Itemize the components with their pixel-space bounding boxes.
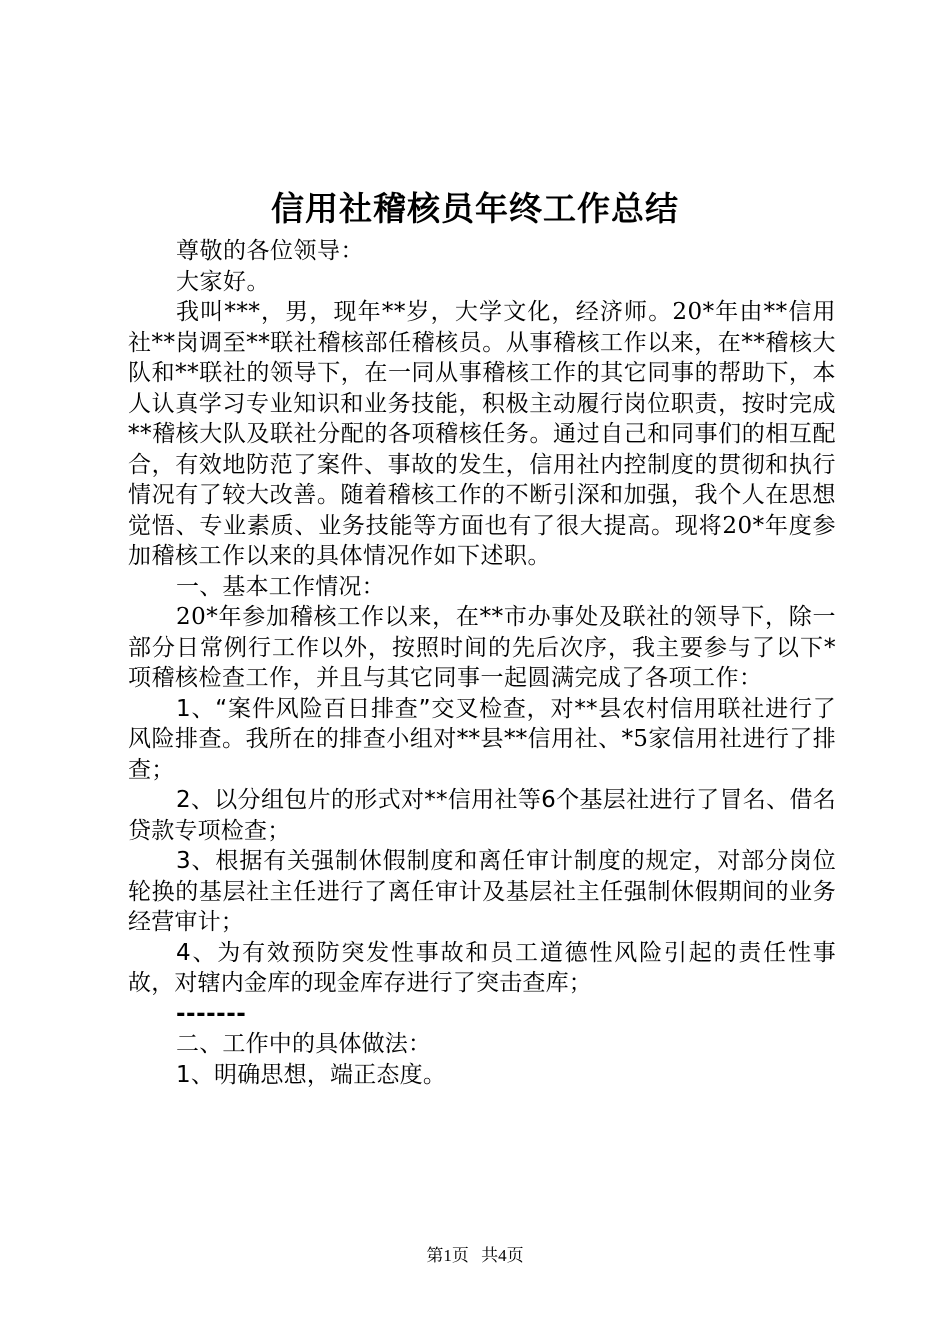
work-item-2: 2、以分组包片的形式对**信用社等6个基层社进行了冒名、借名贷款专项检查；: [128, 787, 836, 844]
page-number: 第1页: [426, 1246, 469, 1265]
separator-dashes: -------: [176, 1000, 247, 1027]
intro-paragraph: 我叫***，男，现年**岁，大学文化，经济师。20*年由**信用社**岗调至**联社稽核部任稽核员。从事稽核工作以来，在**稽核大队和**联社的领导下，在一同从事稽核工作的其它同事的帮助下，本人认真学习专业知识和业务技能，积极主动履行岗位职责，按时完成**稽核大队及联社分配的各项稽核任务。通过自己和同事们的相互配合，有效地防范了案件、事故的发生，信用社内控制度的贯彻和执行情况有了较大改善。随着稽核工作的不断引深和加强，我个人在思想觉悟、专业素质、业务技能等方面也有了很大提高。现将20*年度参加稽核工作以来的具体情况作如下述职。: [128, 299, 836, 569]
section-heading-1: 一、基本工作情况：: [176, 573, 385, 600]
page-footer: [0, 1245, 950, 1267]
work-item-3: 3、根据有关强制休假制度和离任审计制度的规定，对部分岗位轮换的基层社主任进行了离任审计及基层社主任强制休假期间的业务经营审计；: [128, 848, 836, 935]
section-heading-2: 二、工作中的具体做法：: [176, 1031, 432, 1057]
work-item-1: [128, 694, 836, 786]
work-overview-paragraph: 20*年参加稽核工作以来，在**市办事处及联社的领导下，除一部分日常例行工作以外，按照时间的先后次序，我主要参与了以下*项稽核检查工作，并且与其它同事一起圆满完成了各项工作：: [128, 604, 836, 691]
work-item-4: 4、为有效预防突发性事故和员工道德性风险引起的责任性事故，对辖内金库的现金库存进行了突击查库；: [128, 939, 836, 996]
subsection-heading-1: 1、明确思想，端正态度。: [176, 1061, 447, 1088]
work-item-1-lead: 1、“案件风险百日排查”交叉检查，对**县农村信用联社进行了风险排查。: [128, 695, 836, 752]
document-body: [128, 236, 836, 1090]
salutation: 尊敬的各位领导：: [176, 238, 364, 264]
work-item-1-detail: 我所在的排查小组对**县**信用社、*5家信用社进行了排查；: [128, 726, 837, 783]
page-total: 共4页: [481, 1246, 524, 1265]
greeting: 大家好。: [176, 268, 270, 295]
document-title: 信用社稽核员年终工作总结: [271, 189, 679, 228]
